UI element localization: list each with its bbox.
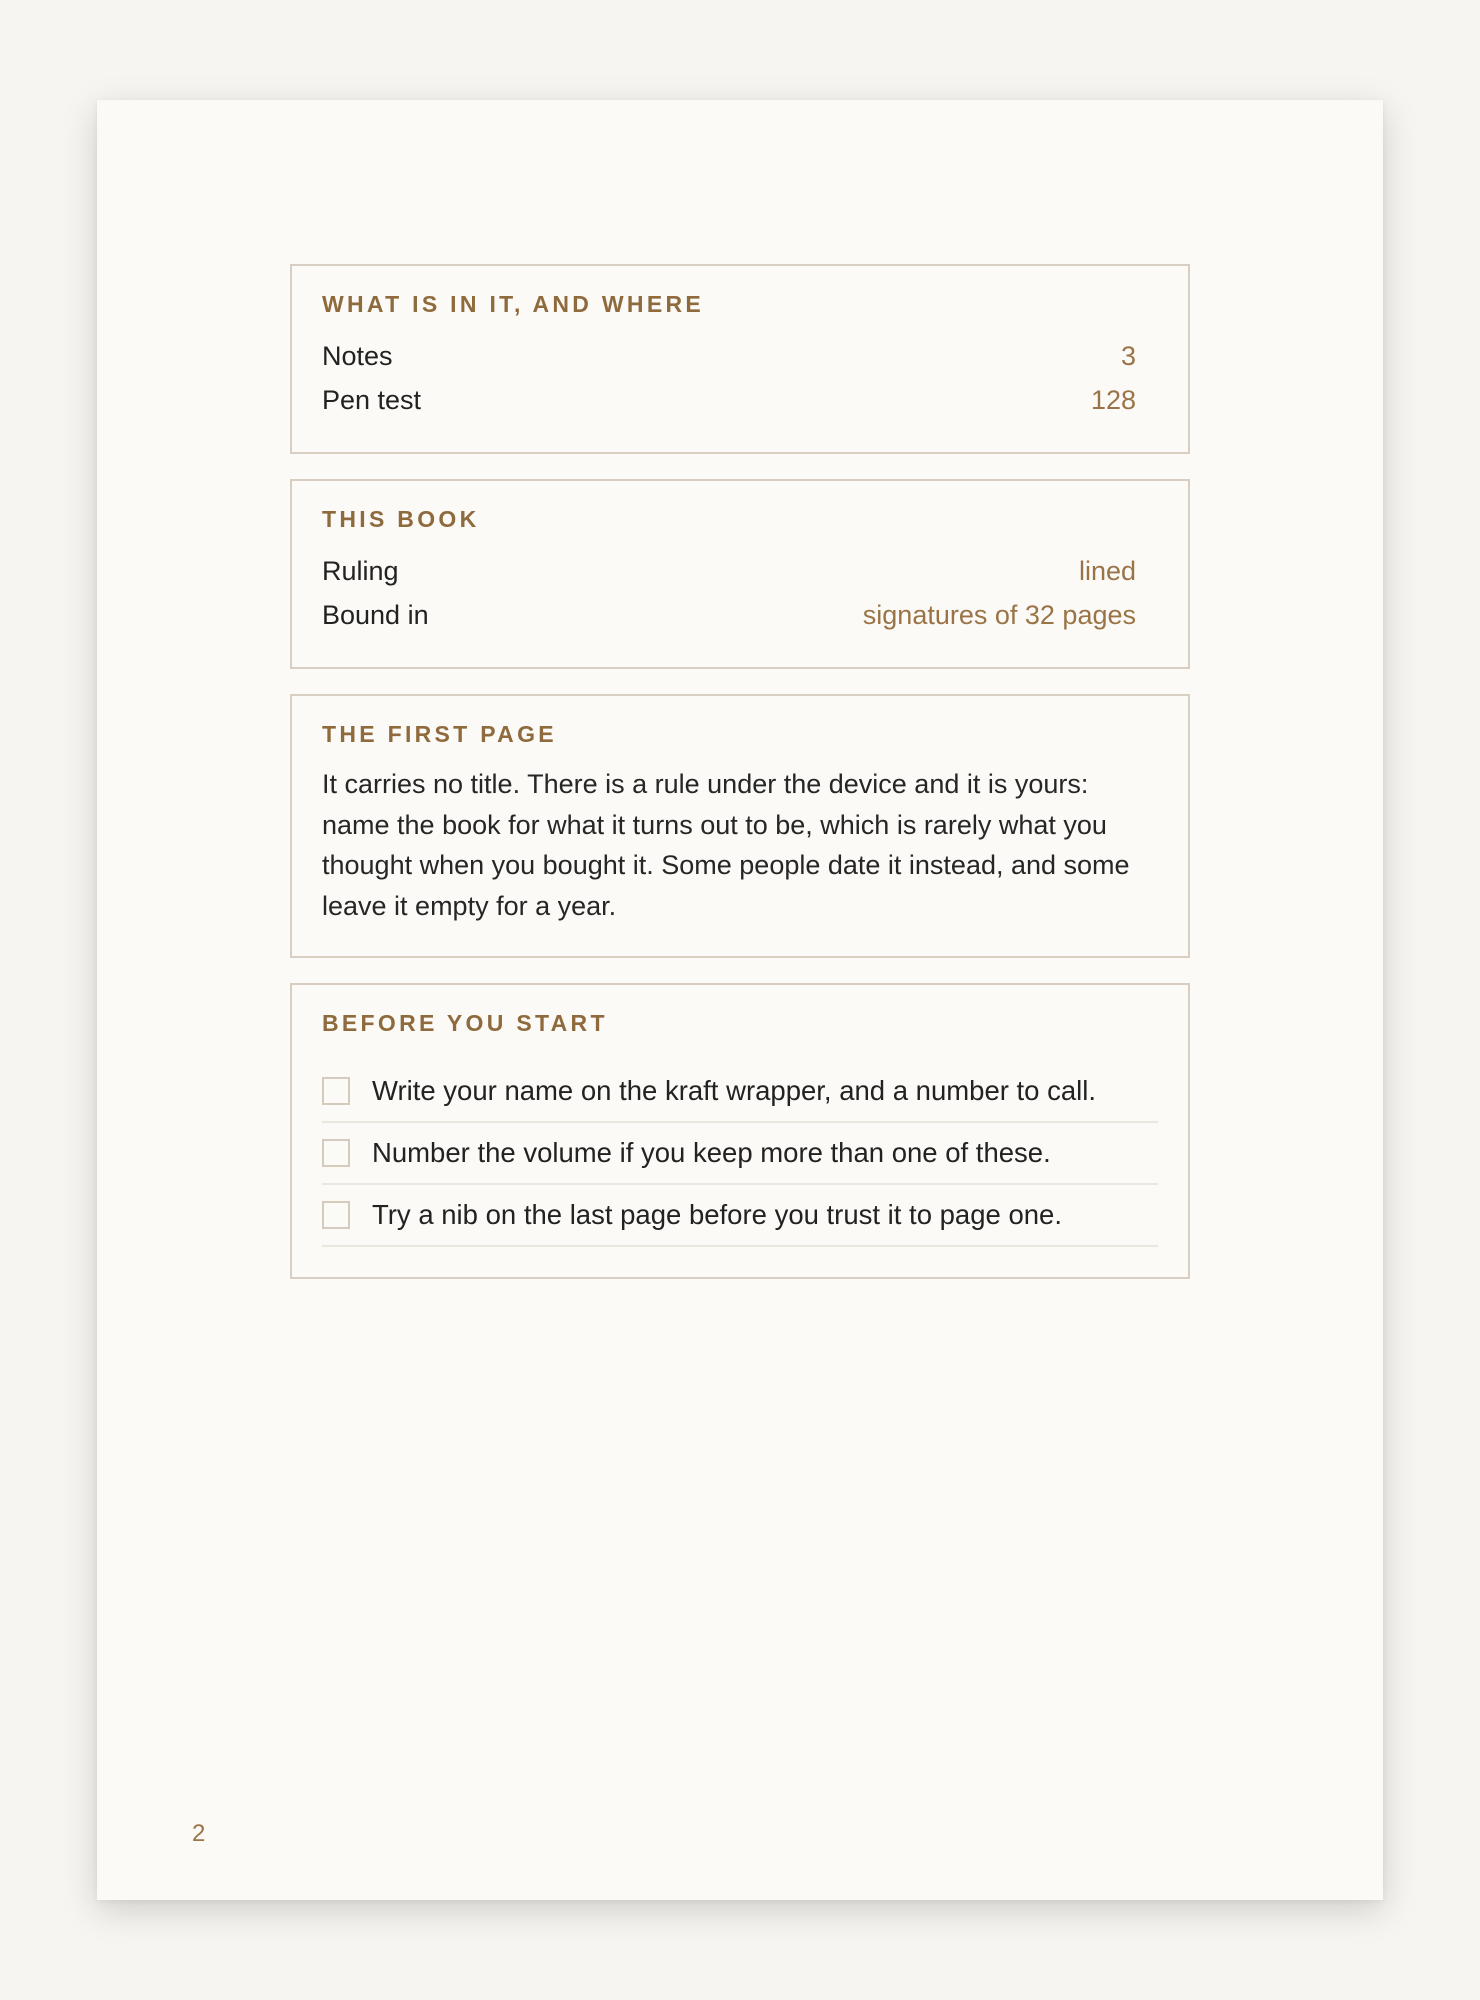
checkbox[interactable] [322,1077,350,1105]
before-start-title: BEFORE YOU START [322,1010,608,1036]
page-content [290,264,1190,1304]
book-row-label: Bound in [322,600,429,630]
checklist-item[interactable] [322,1185,1158,1247]
contents-card [290,264,1190,454]
book-row-label: Ruling [322,556,399,586]
first-page-body: It carries no title. There is a rule under the device and it is yours: name the book for what it turns out to be, which is rarely what you thought when you bought it. Some people date it instead, and some leave it empty for a year. [322,769,1130,921]
book-row-bound-in [322,593,1158,637]
book-title: THIS BOOK [322,506,480,532]
book-row-value: lined [1078,556,1136,586]
checklist-item-text: Number the volume if you keep more than one of these. [372,1137,1051,1168]
page-number: 2 [192,1820,206,1847]
contents-row-label: Pen test [322,385,422,415]
first-page-card [290,694,1190,958]
book-row-value: signatures of 32 pages [862,600,1136,630]
checkbox[interactable] [322,1201,350,1229]
contents-row-label: Notes [322,341,393,371]
checklist-item[interactable] [322,1061,1158,1123]
document-page [97,100,1383,1900]
book-row-ruling [322,549,1158,593]
first-page-title: THE FIRST PAGE [322,721,557,747]
checklist [322,1053,1158,1247]
contents-row-page: 128 [1090,385,1136,415]
checkbox[interactable] [322,1139,350,1167]
checklist-item-text: Try a nib on the last page before you trust it to page one. [372,1199,1062,1230]
contents-row-pen-test [322,378,1158,422]
contents-title: WHAT IS IN IT, AND WHERE [322,291,705,317]
checklist-item[interactable] [322,1123,1158,1185]
contents-row-page: 3 [1120,341,1136,371]
book-card [290,479,1190,669]
checklist-item-text: Write your name on the kraft wrapper, and a number to call. [372,1075,1097,1106]
before-start-card [290,983,1190,1279]
contents-row-notes [322,334,1158,378]
